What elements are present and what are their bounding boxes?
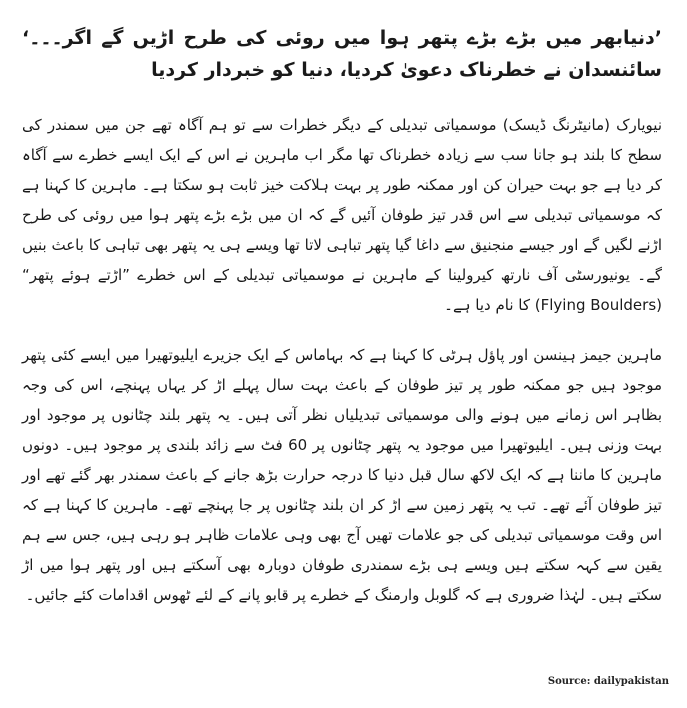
article-headline: ’دنیابھر میں بڑے بڑے پتھر ہوا میں روئی کی طرح اڑیں گے اگر۔۔۔‘ سائنسدان نے خطرناک دعویٰ کردیا، دنیا کو خبردار کردیا xyxy=(22,27,662,81)
article-paragraph-1: نیویارک (مانیٹرنگ ڈیسک) موسمیاتی تبدیلی کے دیگر خطرات سے تو ہم آگاہ تھے جن میں سمندر کی سطح کا بلند ہو جانا سب سے زیادہ خطرناک تھا مگر اب ماہرین نے اس کے ایک ایسے خطرے سے آگاہ کر دیا ہے جو بہت حیران کن اور ممکنہ طور پر بہت ہلاکت خیز ثابت ہو سکتا ہے۔ ماہرین کا کہنا ہے کہ موسمیاتی تبدیلی سے اس قدر تیز طوفان آئیں گے کہ ان میں بڑے بڑے پتھر ہوا میں روئی کی طرح اڑنے لگیں گے اور جیسے منجنیق سے داغا گیا پتھر تباہی لاتا تھا ویسے ہی یہ پتھر بھی تباہی کا باعث بنیں گے۔ یونیورسٹی آف نارتھ کیرولینا کے ماہرین نے موسمیاتی تبدیلی کے اس خطرے ”اڑتے ہوئے پتھر“ (Flying Boulders) کا نام دیا ہے۔ xyxy=(22,116,662,314)
article xyxy=(22,22,662,630)
source-credit: Source: dailypakistan xyxy=(547,676,669,687)
article-paragraph-2: ماہرین جیمز ہینسن اور پاؤل ہرٹی کا کہنا ہے کہ بہاماس کے ایک جزیرے ایلیوتھیرا میں ایسے کئی پتھر موجود ہیں جو ممکنہ طور پر تیز طوفان کے باعث بہت سال پہلے اڑ کر یہاں پہنچے، اس کی وجہ بظاہر اس زمانے میں ہونے والی موسمیاتی تبدیلیاں نظر آتی ہیں۔ یہ پتھر بلند چٹانوں پر موجود اور بہت وزنی ہیں۔ ایلیوتھیرا میں موجود یہ پتھر چٹانوں پر 60 فٹ سے زائد بلندی پر موجود ہیں۔ دونوں ماہرین کا ماننا ہے کہ ایک لاکھ سال قبل دنیا کا درجہ حرارت بڑھ جانے کے باعث سمندر بھر گئے تھے اور تیز طوفان آئے تھے۔ تب یہ پتھر زمین سے اڑ کر ان بلند چٹانوں پر جا پہنچے تھے۔ ماہرین کا کہنا ہے کہ اس وقت موسمیاتی تبدیلی کی جو علامات تھیں آج بھی وہی علامات ظاہر ہو رہی ہیں، جس سے ہم یقین سے کہہ سکتے ہیں ویسے ہی بڑے سمندری طوفان دوبارہ بھی آسکتے ہیں اور پتھر ہوا میں اڑ سکتے ہیں۔ لہٰذا ضروری ہے کہ گلوبل وارمنگ کے خطرے پر قابو پانے کے لئے ٹھوس اقدامات کئے جائیں۔ xyxy=(22,346,662,604)
